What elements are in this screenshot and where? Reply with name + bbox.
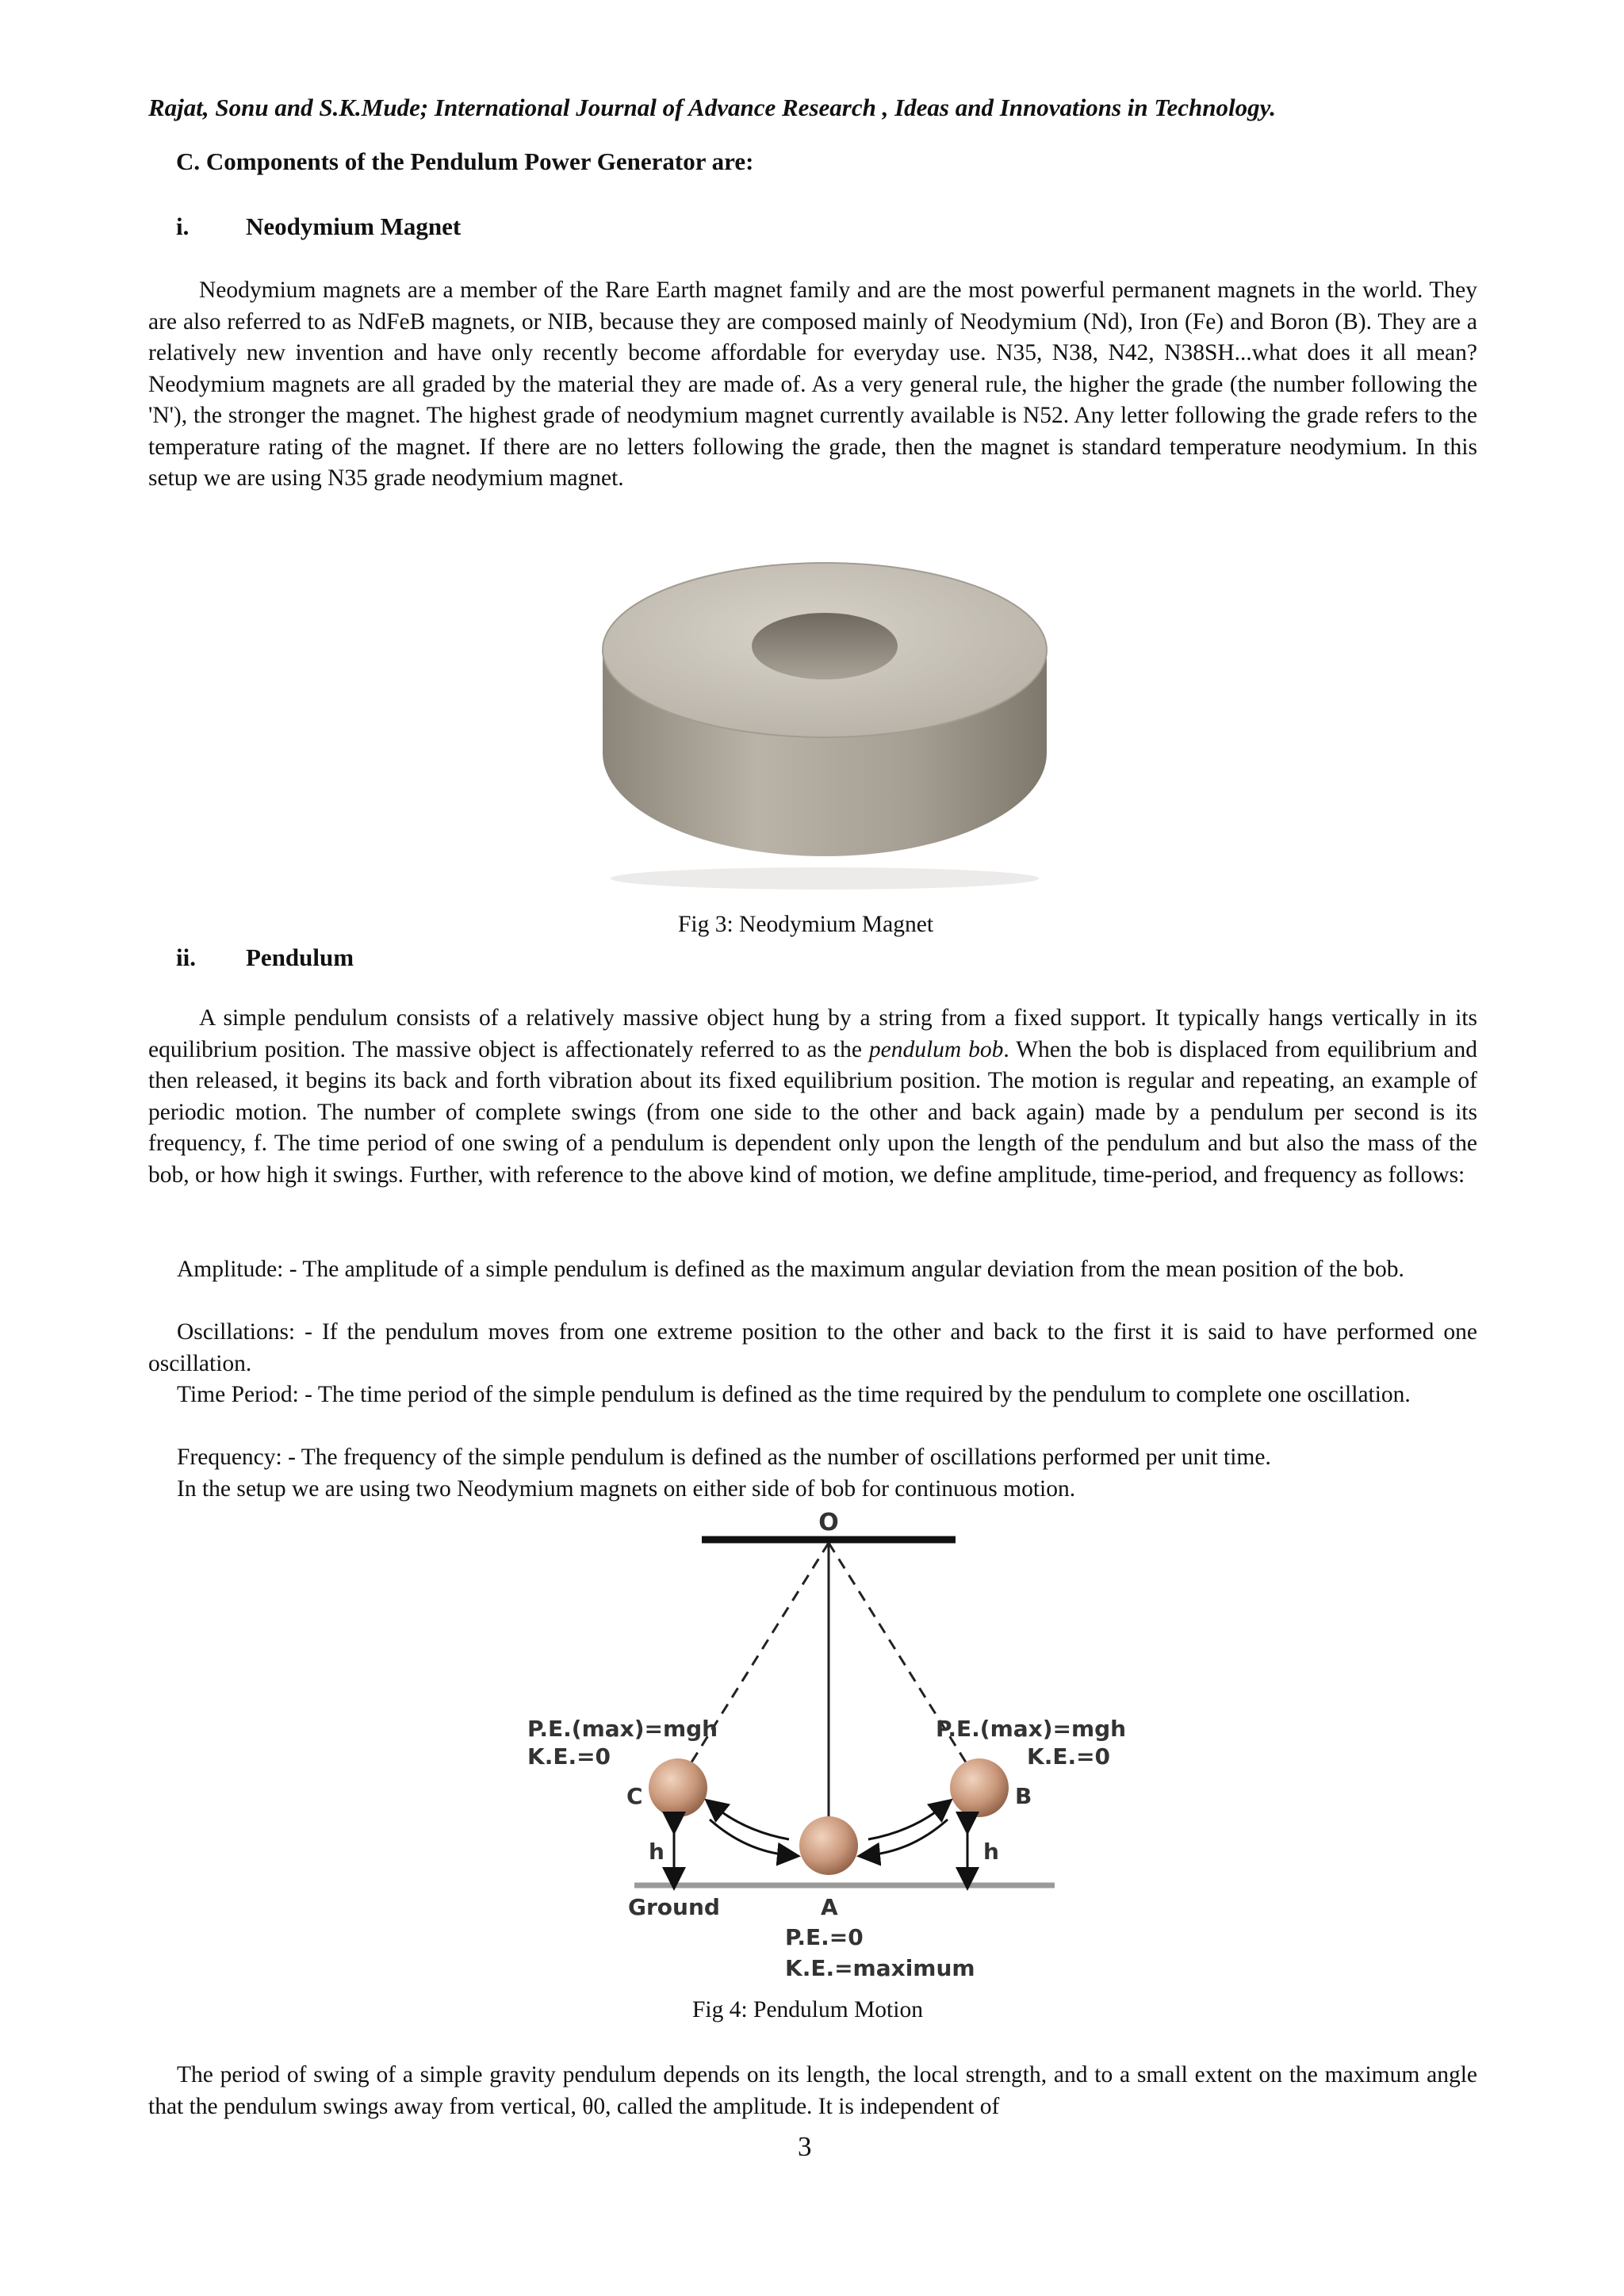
- pendulum-bob-term: pendulum bob: [868, 1036, 1004, 1062]
- left-ke-label: K.E.=0: [527, 1743, 611, 1770]
- height-right-label: h: [983, 1839, 999, 1865]
- neodymium-magnet-figure: [587, 555, 1063, 896]
- subsection-number: i.: [176, 212, 190, 240]
- motion-arrow-a-to-b: [868, 1806, 944, 1839]
- fig3-caption: Fig 3: Neodymium Magnet: [678, 912, 934, 937]
- definition-amplitude: Amplitude: - The amplitude of a simple pendulum is defined as the maximum angular deviation from the mean position of the bob.: [177, 1257, 1404, 1282]
- right-ke-label: K.E.=0: [1027, 1743, 1111, 1770]
- subsection-title: Pendulum: [246, 943, 354, 971]
- bottom-pe-label: P.E.=0: [785, 1924, 864, 1950]
- bob-a: [799, 1816, 858, 1875]
- string-to-c: [678, 1543, 829, 1784]
- subsection-title: Neodymium Magnet: [246, 212, 462, 240]
- motion-arrow-a-to-c: [714, 1806, 789, 1839]
- running-header: Rajat, Sonu and S.K.Mude; International Journal of Advance Research , Ideas and Innovations in Technology.: [148, 94, 1276, 121]
- period-paragraph: The period of swing of a simple gravity pendulum depends on its length, the local strength, and to a small extent on the maximum angle that the pendulum swings away from vertical, θ0, called the amplitude. It is independent of: [148, 2062, 1477, 2119]
- subsection-number: ii.: [176, 943, 196, 971]
- pendulum-paragraph-text-2: . When the bob is displaced from equilibrium and then released, it begins its back and forth vibration about its fixed equilibrium position. The motion is regular and repeating, an example of periodic motion. The number of complete swings (from one side to the other and back again) made by a pendulum per second is its frequency, f. The time period of one swing of a pendulum is dependent only upon the length of the pendulum and but also the mass of the bob, or how high it swings. Further, with reference to the above kind of motion, we define amplitude, time-period, and frequency as follows:: [148, 1036, 1478, 1188]
- fig4-caption: Fig 4: Pendulum Motion: [692, 1997, 923, 2022]
- bob-c: [649, 1758, 707, 1817]
- left-pe-label: P.E.(max)=mgh: [527, 1716, 718, 1742]
- magnet-paragraph: Neodymium magnets are a member of the Rare Earth magnet family and are the most powerful permanent magnets in the world. They are also referred to as NdFeB magnets, or NIB, because they are composed mainly of Neodymium (Nd), Iron (Fe) and Boron (B). They are a relatively new invention and have only recently become affordable for everyday use. N35, N38, N42, N38SH...what does it all mean? Neodymium magnets are all graded by the material they are made of. As a very general rule, the higher the grade (the number following the 'N'), the stronger the magnet. The highest grade of neodymium magnet currently available is N52. Any letter following the grade refers to the temperature rating of the magnet. If there are no letters following the grade, then the magnet is standard temperature neodymium. In this setup we are using N35 grade neodymium magnet.: [148, 277, 1477, 491]
- page-number: 3: [798, 2131, 812, 2162]
- magnet-center-hole: [752, 613, 898, 679]
- string-to-b: [829, 1543, 979, 1784]
- pivot-label: O: [818, 1509, 839, 1536]
- definition-oscillations: Oscillations: - If the pendulum moves from one extreme position to the other and back to the first it is said to have performed one oscillation.: [148, 1319, 1477, 1376]
- definition-frequency: Frequency: - The frequency of the simple pendulum is defined as the number of oscillations performed per unit time.: [177, 1445, 1271, 1470]
- bob-b: [950, 1758, 1009, 1817]
- ground-label: Ground: [628, 1894, 720, 1920]
- point-a-label: A: [821, 1894, 838, 1920]
- point-c-label: C: [626, 1783, 643, 1809]
- section-heading: C. Components of the Pendulum Power Generator are:: [176, 147, 754, 175]
- bottom-ke-label: K.E.=maximum: [785, 1955, 975, 1981]
- pendulum-motion-diagram: [515, 1506, 1150, 1998]
- point-b-label: B: [1015, 1783, 1032, 1809]
- definition-time-period: Time Period: - The time period of the simple pendulum is defined as the time required by the pendulum to complete one oscillation.: [177, 1382, 1411, 1407]
- setup-note: In the setup we are using two Neodymium magnets on either side of bob for continuous motion.: [177, 1476, 1076, 1502]
- right-pe-label: P.E.(max)=mgh: [936, 1716, 1127, 1742]
- height-left-label: h: [649, 1839, 665, 1865]
- pendulum-paragraph-text-1: A simple pendulum consists of a relatively massive object hung by a string from a fixed support. It typically hangs vertically in its equilibrium position. The massive object is affectionately referred to as the: [148, 1005, 1477, 1062]
- pendulum-paragraph: [148, 1003, 1477, 1191]
